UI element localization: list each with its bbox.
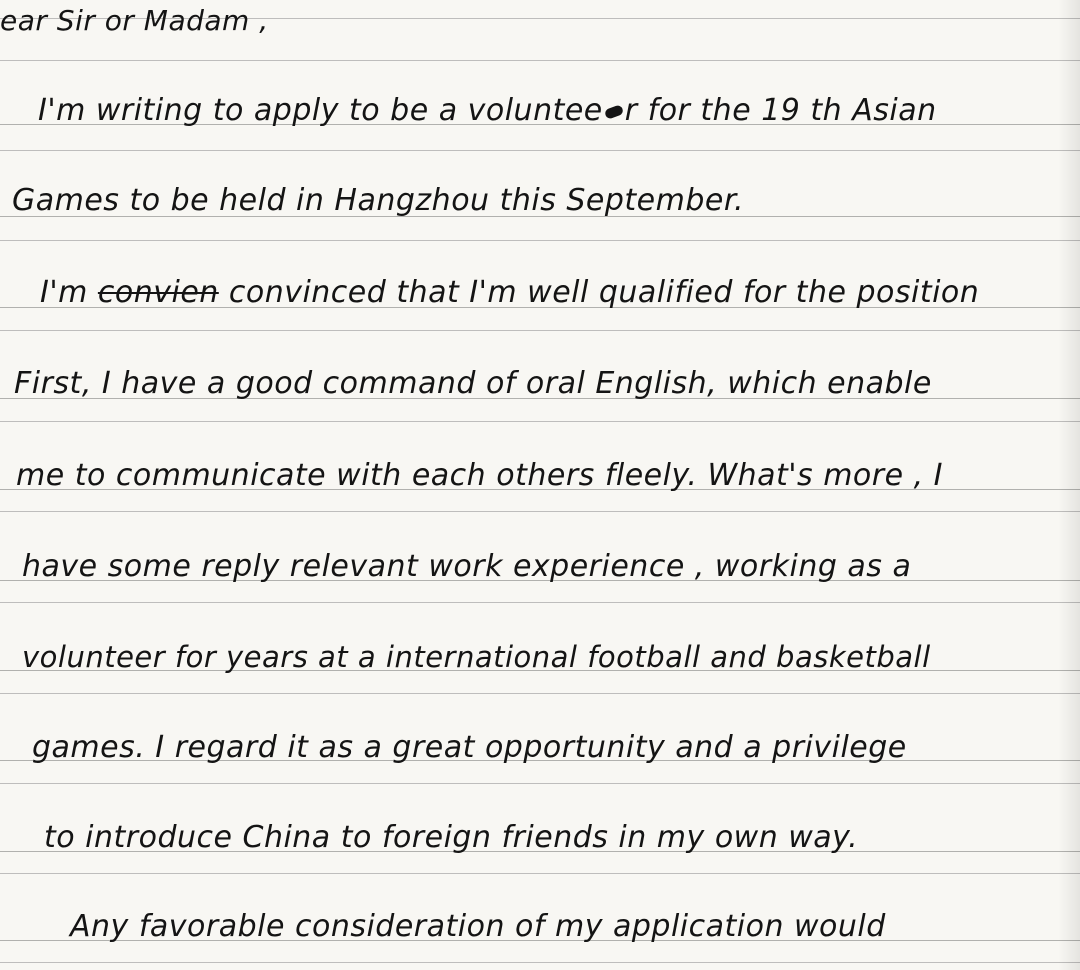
letter-line-6: have some reply relevant work experience , working as a	[22, 549, 912, 584]
ruled-line	[0, 421, 1080, 422]
line-text: I'm	[40, 275, 88, 310]
page-edge-shadow	[1058, 0, 1080, 970]
ruled-line	[0, 693, 1080, 694]
letter-line-4: First, I have a good command of oral English, which enable	[14, 366, 932, 401]
line-text: convinced that I'm well qualified for the position	[228, 275, 980, 310]
ruled-line	[0, 330, 1080, 331]
ruled-line	[0, 602, 1080, 603]
letter-line-3	[40, 275, 980, 310]
letter-line-1	[38, 93, 937, 128]
ruled-line	[0, 511, 1080, 512]
letter-line-10: Any favorable consideration of my application would	[70, 909, 886, 944]
salutation: ear Sir or Madam ,	[0, 4, 269, 37]
line-text: r for the 19 th Asian	[624, 93, 937, 128]
letter-line-2: Games to be held in Hangzhou this September.	[12, 183, 744, 218]
letter-line-8: games. I regard it as a great opportunity and a privilege	[32, 730, 907, 765]
letter-line-9: to introduce China to foreign friends in my own way.	[44, 820, 859, 855]
letter-line-7: volunteer for years at a international football and basketball	[22, 640, 931, 674]
crossed-out-word: convien	[97, 275, 219, 310]
ruled-line	[0, 150, 1080, 151]
ruled-line	[0, 873, 1080, 874]
ink-blot	[604, 104, 624, 120]
ruled-line	[0, 240, 1080, 241]
ruled-line	[0, 962, 1080, 963]
letter-line-5: me to communicate with each others fleely. What's more , I	[16, 458, 944, 493]
ruled-line	[0, 60, 1080, 61]
ruled-line	[0, 783, 1080, 784]
line-text: I'm writing to apply to be a voluntee	[38, 93, 603, 128]
